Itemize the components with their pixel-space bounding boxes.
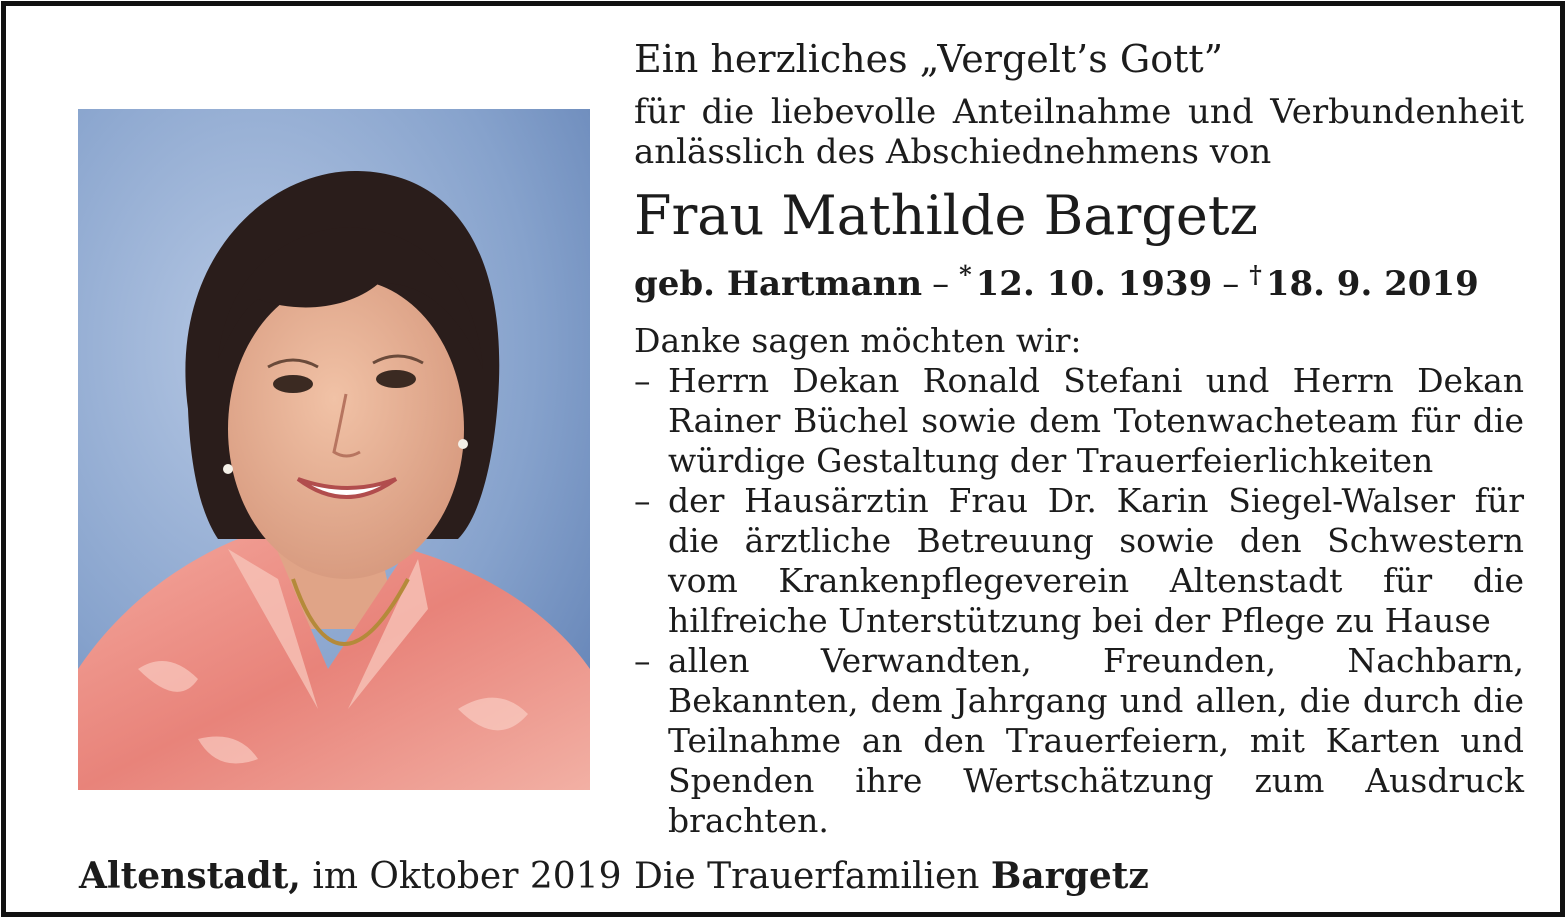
- death-date: 18. 9. 2019: [1265, 264, 1479, 304]
- list-dash: –: [634, 481, 651, 520]
- thanks-item-text: der Hausärztin Frau Dr. Karin Siegel-Walser für die ärztliche Betreuung sowie den Schwestern vom Krankenpflegeverein Altenstadt für die hilfreiche Unterstützung bei der Pflege zu Hause: [668, 481, 1524, 640]
- maiden-name: geb. Hartmann: [634, 264, 923, 304]
- place-name: Altenstadt,: [79, 855, 301, 897]
- signature-prefix: Die Trauerfamilien: [634, 856, 980, 897]
- thanks-item-text: Herrn Dekan Ronald Stefani und Herrn Dekan Rainer Büchel sowie dem Totenwacheteam für die würdige Gestaltung der Trauerfeierlichkeiten: [668, 361, 1524, 480]
- place-and-date: [79, 855, 622, 897]
- death-symbol: †: [1249, 260, 1262, 289]
- date-text: im Oktober 2019: [312, 856, 622, 897]
- date-separator: –: [1222, 264, 1240, 304]
- date-separator: –: [932, 264, 950, 304]
- notice-title: Ein herzliches „Vergelt’s Gott”: [634, 37, 1224, 81]
- thanks-heading: Danke sagen möchten wir:: [634, 321, 1082, 360]
- list-dash: –: [634, 361, 651, 400]
- thanks-item: [634, 361, 1524, 481]
- birth-date: 12. 10. 1939: [975, 264, 1213, 304]
- intro-text: für die liebevolle Anteilnahme und Verbundenheit anlässlich des Abschiednehmens von: [634, 92, 1524, 172]
- signature: [634, 855, 1149, 897]
- thanks-item: [634, 641, 1524, 841]
- thanks-item: [634, 481, 1524, 641]
- list-dash: –: [634, 641, 651, 680]
- message-column: [634, 36, 1524, 841]
- life-dates: [634, 254, 1524, 305]
- obituary-card: [1, 1, 1565, 917]
- portrait-photo: [78, 109, 590, 790]
- deceased-name: Frau Mathilde Bargetz: [634, 184, 1258, 247]
- birth-symbol: *: [959, 260, 972, 289]
- thanks-item-text: allen Verwandten, Freunden, Nachbarn, Bekannten, dem Jahrgang und allen, die durch die Teilnahme an den Trauerfeiern, mit Karten und Spenden ihre Wertschätzung zum Ausdruck brachten.: [668, 641, 1524, 840]
- signature-family: Bargetz: [990, 855, 1149, 897]
